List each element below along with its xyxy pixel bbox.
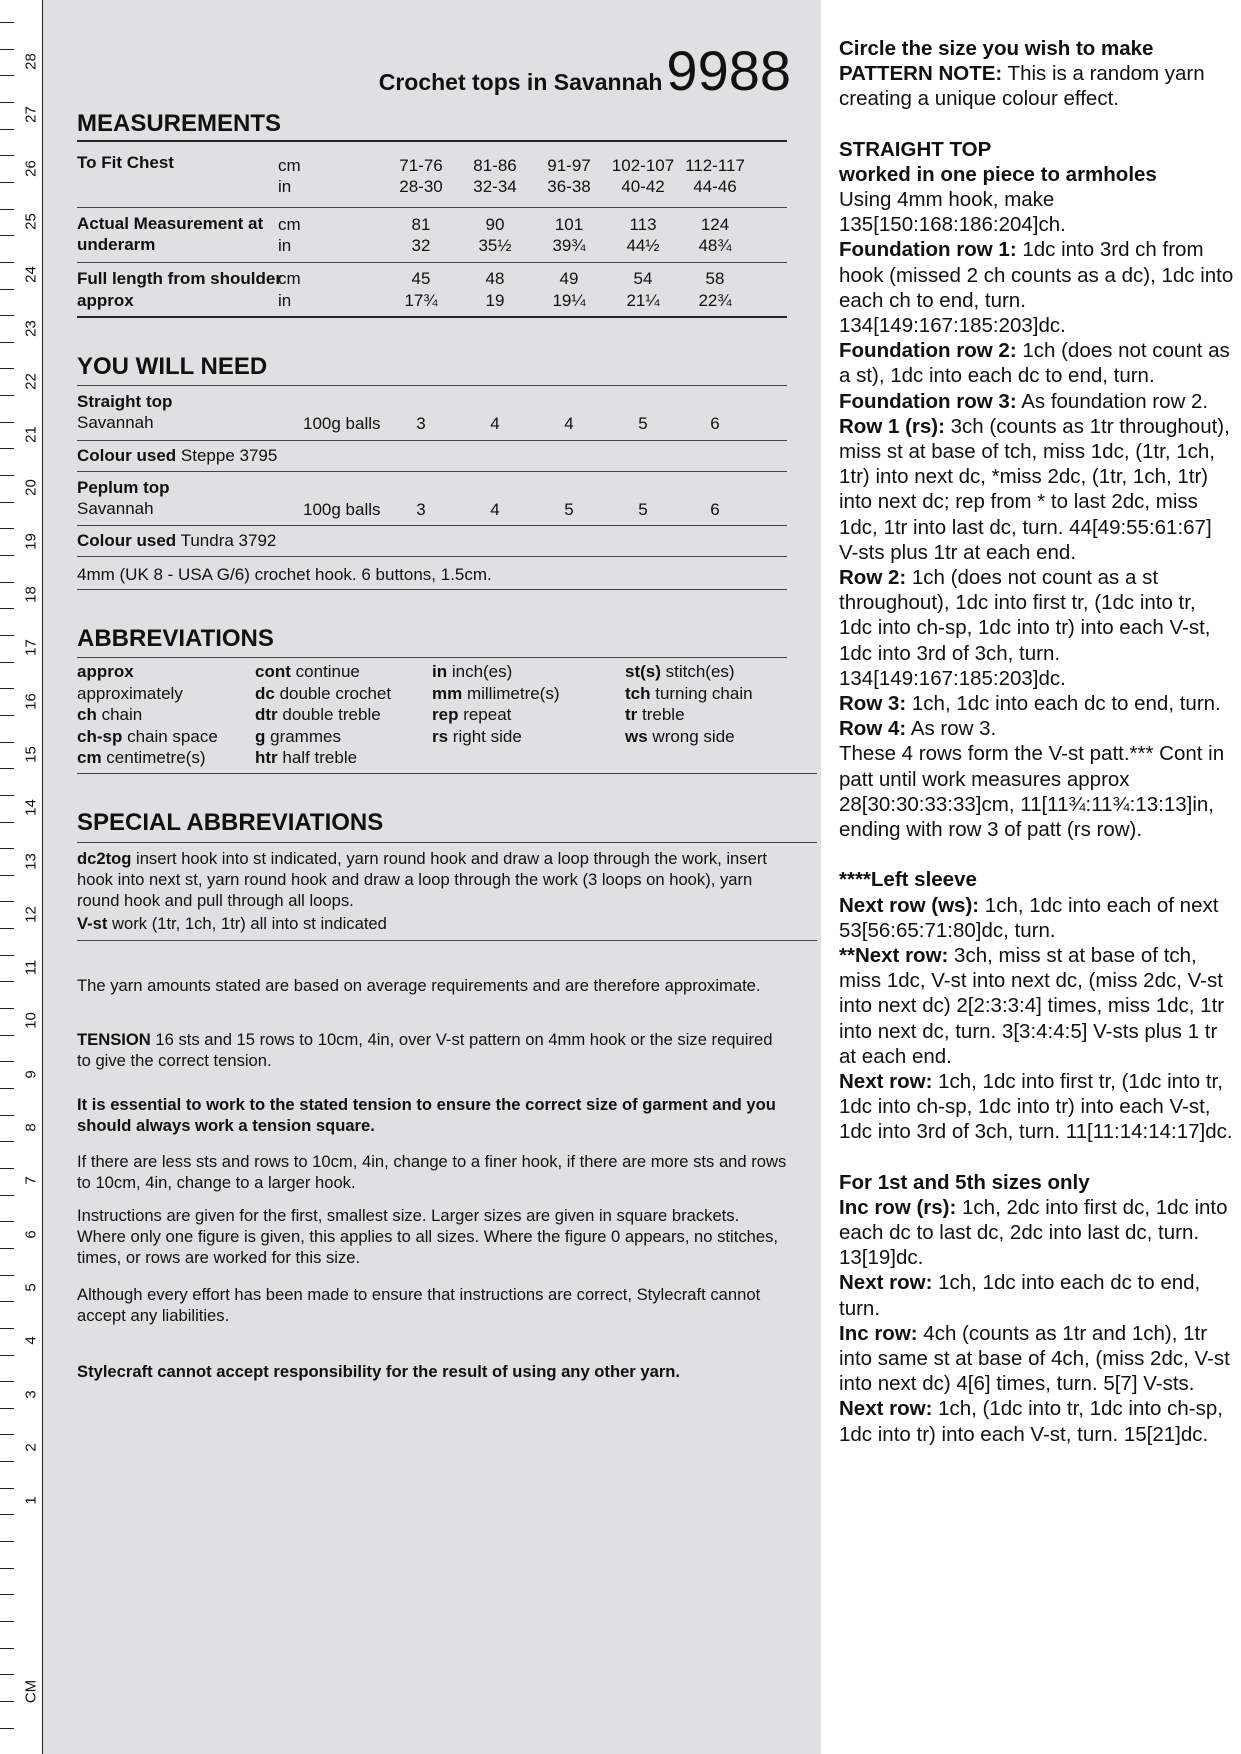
ruler-number: 6 [22,1229,40,1239]
essential-note: It is essential to work to the stated tension to ensure the correct size of garment and you should always work a tension square. [77,1095,776,1135]
ruler-tick [0,608,14,609]
ruler-tick [0,822,14,823]
ruler-unit: CM [22,1679,40,1704]
instructions-note: Instructions are given for the first, smallest size. Larger sizes are given in square brackets. Where only one figure is given, this applies to all sizes. Where the figure 0 appears, no stitches, times, or rows are worked for this size. [77,1206,778,1267]
ball-weight: 100g balls [303,414,381,433]
size-value: 17¾ [404,291,438,310]
divider [77,385,787,386]
dc2tog-definition: dc2tog insert hook into st indicated, yarn round hook and draw a loop through the work, insert hook into next st, yarn round hook and draw a loop through the work (3 loops on hook), yarn round hook and pull through all loops. [77,849,767,910]
ruler-tick [0,502,14,503]
pattern-line: Foundation row 3: As foundation row 2. [839,389,1209,413]
size-value: 45 [411,269,431,288]
ruler-tick [0,555,14,556]
ruler-tick [0,1381,14,1382]
ruler-tick [0,1035,14,1036]
abbreviation-entry: tch turning chain [625,683,753,703]
ruler-tick [0,795,14,796]
ruler-number: 4 [22,1336,40,1345]
size-value: 102-107 [611,156,675,175]
size-value: 90 [485,215,505,234]
ruler-tick [0,1168,14,1169]
peplum-label: Peplum top [77,478,170,497]
size-value: 48 [485,269,505,288]
ruler-number: 27 [22,106,40,124]
size-value: 113 [629,215,657,234]
abbreviation-entry: approx [77,662,134,681]
ruler-number: 19 [22,532,40,550]
special-heading: SPECIAL ABBREVIATIONS [77,809,384,836]
size-value: 5 [638,414,648,433]
pattern-line: Circle the size you wish to make [839,37,1154,60]
ruler-tick [0,1141,14,1142]
size-value: 4 [564,414,574,433]
ruler-tick [0,955,14,956]
ruler-number: 2 [22,1443,40,1452]
spacer [839,1145,1234,1170]
ruler-number: 13 [22,852,40,870]
abbreviation-entry: htr half treble [255,748,358,767]
ruler-number: 26 [22,159,40,177]
spacer [839,112,1234,137]
ruler-tick [0,209,14,210]
pattern-line: ****Left sleeve [839,868,977,892]
abbr-column [432,661,560,747]
divider [77,940,817,941]
ruler-tick [0,1728,14,1729]
ruler-tick [0,315,14,316]
ruler-number: 14 [22,799,40,817]
ruler-number: 10 [22,1012,40,1030]
ruler-number: 7 [22,1176,40,1185]
ruler-tick [0,422,14,423]
ruler-tick [0,342,14,343]
ruler-number: 8 [22,1123,40,1132]
pattern-line: Foundation row 1: 1dc into 3rd ch from hook (missed 2 ch counts as a dc), 1dc into each ch to end, turn. 134[149:167:185:203]dc. [839,238,1234,338]
ruler-tick [0,1648,14,1649]
pattern-line: These 4 rows form the V-st patt.*** Cont in patt until work measures approx 28[30:30:33:33]cm, 11[11¾:11¾:13:13]in, ending with row 3 of patt (rs row). [839,742,1225,842]
divider [77,525,787,526]
size-value: 44-46 [693,177,737,196]
abbreviation-entry: in inch(es) [432,662,513,681]
length-label-1: Full length from shoulder [77,269,282,288]
ruler-number: 16 [22,692,40,710]
ruler-tick [0,22,14,23]
abbreviation-entry: ws wrong side [625,726,735,746]
ruler-tick [0,1248,14,1249]
divider [77,842,817,843]
tension-note: TENSION 16 sts and 15 rows to 10cm, 4in, over V-st pattern on 4mm hook or the size required to give the correct tension. [77,1030,773,1070]
ruler-tick [0,662,14,663]
size-value: 124 [700,215,730,234]
ruler-tick [0,1434,14,1435]
cm-ruler [0,0,43,1754]
divider [77,773,817,774]
pattern-line: Foundation row 2: 1ch (does not count as a st), 1dc into each dc to end, turn. [839,339,1230,388]
yarn-name: Savannah [77,413,154,432]
pattern-line: STRAIGHT TOP [839,137,992,161]
ruler-tick [0,102,14,103]
divider [77,471,787,472]
ruler-tick [0,1568,14,1569]
size-value: 28-30 [399,177,443,196]
size-value: 3 [416,500,426,519]
size-value: 4 [490,500,500,519]
ruler-number: 20 [22,479,40,497]
pattern-instructions [839,36,1234,1447]
divider [77,207,787,208]
ruler-tick [0,129,14,130]
yarn-amounts-note: The yarn amounts stated are based on average requirements and are therefore approximate. [77,976,761,995]
ruler-tick [0,1701,14,1702]
size-value: 35½ [478,236,512,255]
page-title [379,38,791,103]
ruler-tick [0,448,14,449]
pattern-number: 9988 [666,39,791,102]
abbr-column [625,661,753,747]
ruler-tick [0,395,14,396]
pattern-line: PATTERN NOTE: This is a random yarn creating a unique colour effect. [839,62,1205,111]
pattern-line: **Next row: 3ch, miss st at base of tch, miss 1dc, V-st into next dc, (miss 2dc, V-st into next dc) 2[2:3:3:4] times, miss 1dc, 1tr into next dc, turn. 3[3:4:4:5] V-sts plus 1 tr at each end. [839,943,1225,1068]
hook-change-note: If there are less sts and rows to 10cm, 4in, change to a finer hook, if there are more sts and rows to 10cm, 4in, change to a larger hook. [77,1152,787,1192]
size-value: 6 [710,414,720,433]
ruler-tick [0,1328,14,1329]
ruler-tick [0,1275,14,1276]
abbreviations-heading: ABBREVIATIONS [77,625,274,652]
abbreviation-entry: g grammes [255,726,341,746]
unit-cm: cm [278,269,301,288]
yarn-name: Savannah [77,499,154,518]
ruler-number: 17 [22,639,40,657]
ruler-number: 25 [22,213,40,230]
liability-note: Although every effort has been made to ensure that instructions are correct, Stylecraft cannot accept any liabilities. [77,1285,761,1325]
size-value: 112-117 [685,156,745,175]
divider [77,440,787,441]
size-value: 19 [485,291,505,310]
size-value: 54 [633,269,653,288]
ruler-number: 1 [22,1496,40,1505]
divider [77,589,787,590]
ruler-tick [0,875,14,876]
unit-in: in [278,236,292,255]
abbreviation-entry: ch chain [77,705,143,724]
size-value: 5 [638,500,648,519]
length-label-2: approx [77,291,134,310]
ruler-tick [0,1115,14,1116]
ruler-number: 3 [22,1389,40,1399]
ruler-number: 28 [22,53,40,70]
size-value: 5 [564,500,574,519]
ruler-number: 21 [22,426,40,443]
size-value: 58 [705,269,725,288]
ruler-tick [0,1621,14,1622]
abbreviation-entry: mm millimetre(s) [432,683,560,703]
abbreviation-entry: cont continue [255,662,360,681]
size-value: 22¾ [698,291,732,310]
pattern-line: Next row (ws): 1ch, 1dc into each of next 53[56:65:71:80]dc, turn. [839,893,1219,942]
abbr-column [77,661,218,769]
ruler-tick [0,235,14,236]
straight-colour: Colour used Steppe 3795 [77,446,278,465]
ruler-tick [0,981,14,982]
unit-in: in [278,291,292,310]
size-value: 32 [411,236,431,255]
ruler-tick [0,901,14,902]
ruler-number: 5 [22,1283,40,1292]
peplum-colour: Colour used Tundra 3792 [77,531,277,550]
ruler-tick [0,1088,14,1089]
title-text: Crochet tops in Savannah [378,69,663,95]
size-value: 44½ [626,236,660,255]
ruler-tick [0,1594,14,1595]
ruler-tick [0,688,14,689]
ruler-tick [0,715,14,716]
ruler-tick [0,368,14,369]
size-value: 49 [559,269,579,288]
pattern-line: Row 2: 1ch (does not count as a st throughout), 1dc into first tr, (1dc into tr, 1dc into ch-sp, 1dc into tr) into each V-st, 1dc into 3rd of 3ch, turn. 134[149:167:185:203]dc. [839,566,1211,690]
ruler-tick [0,582,14,583]
abbreviation-entry: dtr double treble [255,705,381,724]
pattern-line: Row 3: 1ch, 1dc into each dc to end, turn. [839,692,1221,716]
pattern-line: Using 4mm hook, make 135[150:168:186:204]ch. [839,188,1066,237]
divider [77,657,787,658]
size-value: 39¾ [552,236,586,255]
ruler-tick [0,1514,14,1515]
ruler-tick [0,1221,14,1222]
size-value: 6 [710,500,720,519]
divider [77,556,787,557]
measurements-heading: MEASUREMENTS [77,110,282,137]
ruler-tick [0,1061,14,1062]
ruler-tick [0,635,14,636]
ruler-tick [0,1541,14,1542]
ruler-tick [0,1674,14,1675]
ruler-number: 23 [22,319,40,337]
unit-cm: cm [278,156,301,175]
size-value: 32-34 [473,177,517,196]
hook-info: 4mm (UK 8 - USA G/6) crochet hook. 6 buttons, 1.5cm. [77,565,492,584]
size-value: 91-97 [547,156,591,175]
ruler-tick [0,289,14,290]
size-value: 71-76 [399,156,443,175]
ruler-tick [0,1461,14,1462]
size-value: 101 [554,215,584,234]
size-value: 40-42 [621,177,665,196]
abbreviation-entry: st(s) stitch(es) [625,662,735,681]
divider [77,316,787,318]
pattern-line: Inc row: 4ch (counts as 1tr and 1ch), 1tr into same st at base of 4ch, (miss 2dc, V-st into next dc) 4[6] times, turn. 5[7] V-sts. [839,1321,1230,1396]
abbreviation-entry: ch-sp chain space [77,726,218,746]
other-yarn-note: Stylecraft cannot accept responsibility for the result of using any other yarn. [77,1362,681,1381]
ruler-tick [0,928,14,929]
size-value: 48¾ [698,236,732,255]
vst-definition: V-st work (1tr, 1ch, 1tr) all into st indicated [77,914,387,933]
abbreviation-entry: approximately [77,683,183,703]
abbreviation-entry: rep repeat [432,705,512,724]
ruler-tick [0,528,14,529]
need-heading: YOU WILL NEED [77,353,268,380]
ruler-tick [0,742,14,743]
ruler-number: 12 [22,905,40,923]
ruler-tick [0,155,14,156]
ruler-number: 11 [22,959,40,976]
spacer [839,842,1234,867]
ruler-tick [0,49,14,50]
abbreviation-entry: rs right side [432,726,522,746]
abbreviation-entry: dc double crochet [255,683,392,703]
ball-weight: 100g balls [303,500,381,519]
ruler-tick [0,848,14,849]
ruler-tick [0,1408,14,1409]
divider [77,262,787,263]
size-value: 81 [411,215,431,234]
ruler-tick [0,75,14,76]
ruler-tick [0,1488,14,1489]
ruler-number: 22 [22,372,40,390]
left-panel [43,0,821,1754]
size-value: 4 [490,414,500,433]
size-value: 3 [416,414,426,433]
abbreviation-entry: cm centimetre(s) [77,748,206,767]
ruler-tick [0,1008,14,1009]
ruler-tick [0,475,14,476]
pattern-line: Next row: 1ch, 1dc into first tr, (1dc into tr, 1dc into ch-sp, 1dc into tr) into each V-st, 1dc into 3rd of 3ch, turn. 11[11:14:14:17]dc. [839,1069,1233,1144]
chest-label: To Fit Chest [77,153,174,172]
divider [77,140,787,142]
ruler-number: 24 [22,266,40,284]
right-panel [821,0,1241,1754]
ruler-tick [0,1355,14,1356]
ruler-tick [0,262,14,263]
ruler-tick [0,1195,14,1196]
size-value: 19¼ [552,291,586,310]
size-value: 36-38 [547,177,591,196]
pattern-line: Next row: 1ch, 1dc into each dc to end, turn. [839,1271,1201,1320]
straight-label: Straight top [77,392,173,411]
abbr-column [255,661,391,769]
pattern-line: Row 4: As row 3. [839,717,997,741]
ruler-number: 18 [22,586,40,603]
pattern-line: For 1st and 5th sizes only [839,1170,1090,1194]
unit-in: in [278,177,292,196]
ruler-tick [0,1301,14,1302]
ruler-number: 9 [22,1070,40,1079]
ruler-tick [0,182,14,183]
pattern-line: worked in one piece to armholes [839,162,1157,186]
actual-label-2: underarm [77,235,156,254]
unit-cm: cm [278,215,301,234]
ruler-tick [0,768,14,769]
pattern-line: Next row: 1ch, (1dc into tr, 1dc into ch-sp, 1dc into tr) into each V-st, turn. 15[21]dc. [839,1397,1223,1446]
abbreviation-entry: tr treble [625,705,685,724]
size-value: 81-86 [473,156,517,175]
pattern-line: Row 1 (rs): 3ch (counts as 1tr throughout), miss st at base of tch, miss 1dc, (1tr, 1ch, 1tr) into next dc, *miss 2dc, (1tr, 1ch, 1tr) into next dc; rep from * to last 2dc, miss 1dc, 1tr into last dc, turn. 44[49:55:61:67] V-sts plus 1tr at each end. [839,414,1230,564]
actual-label-1: Actual Measurement at [77,214,264,233]
size-value: 21¼ [626,291,660,310]
pattern-line: Inc row (rs): 1ch, 2dc into first dc, 1dc into each dc to last dc, 2dc into last dc, turn. 13[19]dc. [839,1195,1228,1270]
ruler-number: 15 [22,746,40,763]
